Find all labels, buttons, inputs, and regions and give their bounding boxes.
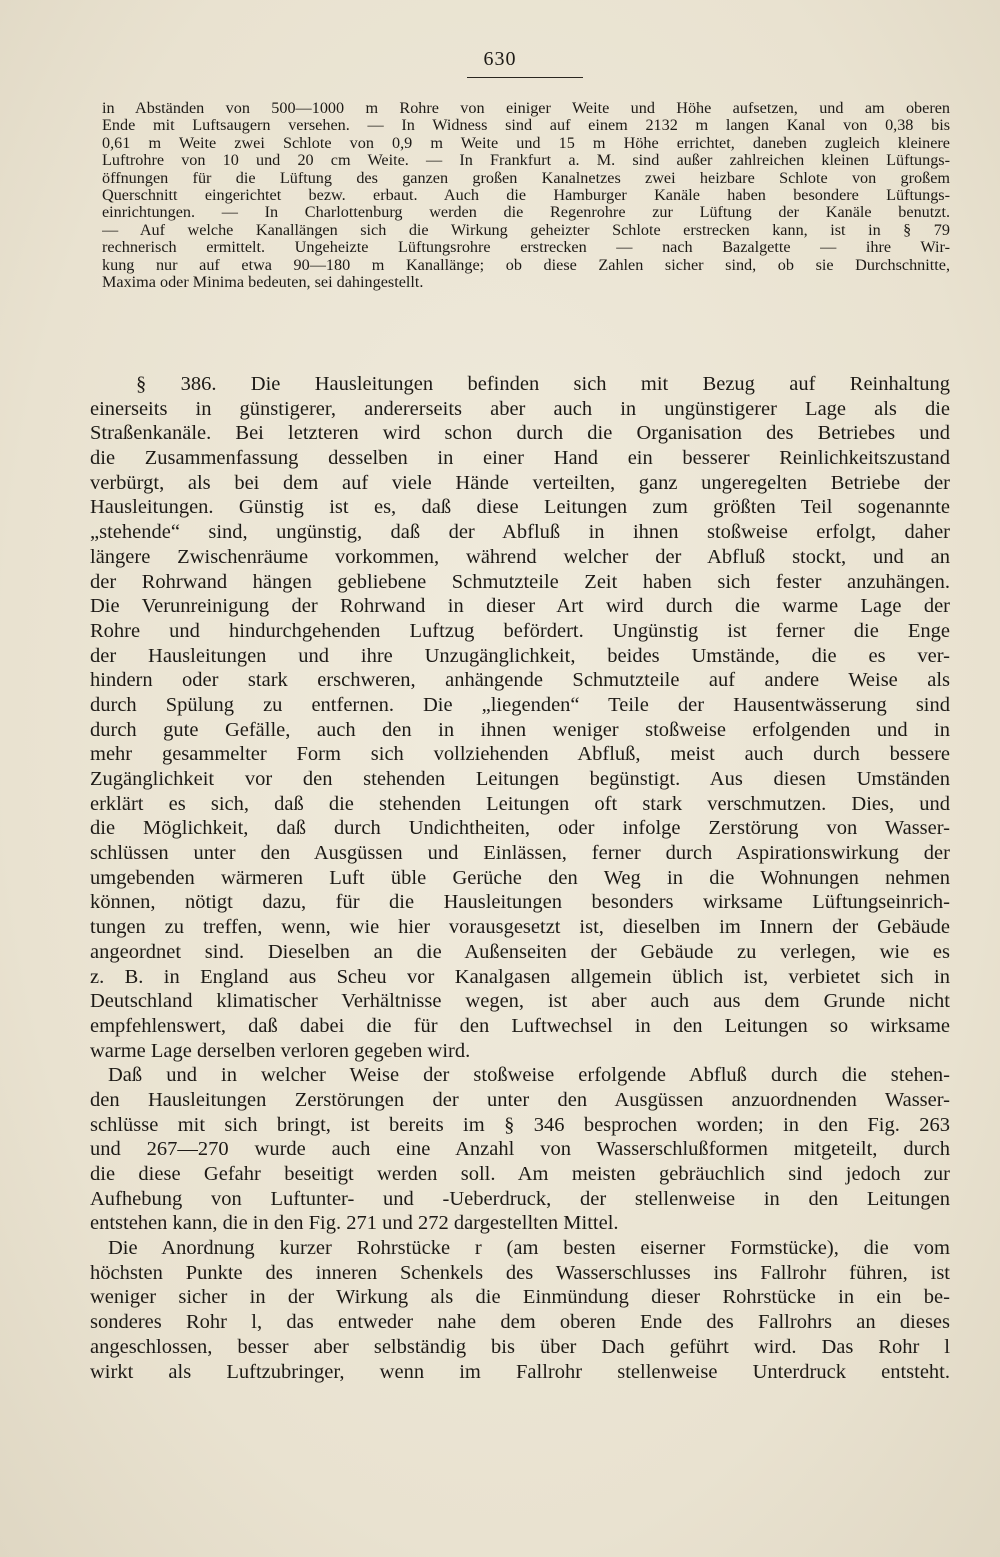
text-line: 0,61 m Weite zwei Schlote von 0,9 m Weite und 15 m Höhe errichtet, daneben zugleich kleinere [102, 134, 950, 152]
text-line: tungen zu treffen, wenn, wie hier vorausgesetzt ist, dieselben im Innern der Gebäude [90, 916, 950, 939]
text-line: Die Anordnung kurzer Rohrstücke r (am besten eiserner Formstücke), die vom [108, 1237, 950, 1260]
small-print-paragraph [102, 100, 950, 291]
text-line: Straßenkanäle. Bei letzteren wird schon durch die Organisation des Betriebes und [90, 422, 950, 445]
text-line: einerseits in günstigerer, andererseits aber auch in ungünstigerer Lage als die [90, 397, 950, 420]
text-line: in Abständen von 500—1000 m Rohre von einiger Weite und Höhe aufsetzen, und am oberen [102, 100, 950, 117]
text-line: Rohre und hindurchgehenden Luftzug befördert. Ungünstig ist ferner die Enge [90, 619, 950, 642]
text-line: mehr gesammelter Form sich vollziehenden Abfluß, meist auch durch bessere [90, 743, 950, 766]
text-line: — Auf welche Kanallängen sich die Wirkung geheizter Schlote erstrecken kann, ist in § 79 [102, 221, 950, 239]
text-line: durch gute Gefälle, auch den in ihnen weniger stoßweise erfolgenden und in [90, 718, 950, 741]
text-line: Zugänglichkeit vor den stehenden Leitungen begünstigt. Aus diesen Umständen [90, 768, 950, 790]
text-line: umgebenden wärmeren Luft üble Gerüche den Weg in die Wohnungen nehmen [90, 866, 950, 889]
text-line: der Hausleitungen und ihre Unzugänglichkeit, beides Umstände, die es ver- [90, 644, 950, 667]
text-line: „stehende“ sind, ungünstig, daß der Abfluß in ihnen stoßweise erfolgt, daher [90, 521, 950, 544]
text-line: Maxima oder Minima bedeuten, sei dahingestellt. [102, 273, 424, 291]
text-line: die Zusammenfassung desselben in einer Hand ein besserer Reinlichkeitszustand [90, 447, 950, 470]
text-line: der Rohrwand hängen gebliebene Schmutzteile Zeit haben sich fester anzuhängen. [90, 570, 950, 593]
text-line: warme Lage derselben verloren gegeben wird. [90, 1039, 471, 1062]
text-line: sonderes Rohr l, das entweder nahe dem oberen Ende des Fallrohrs an dieses [90, 1311, 950, 1334]
text-line: Luftrohre von 10 und 20 cm Weite. — In Frankfurt a. M. sind außer zahlreichen kleinen Lüftungs- [102, 152, 950, 170]
text-line: weniger sicher in der Wirkung als die Einmündung dieser Rohrstücke in ein be- [90, 1286, 950, 1309]
text-line: angeschlossen, besser aber selbständig bis über Dach geführt wird. Das Rohr l [90, 1335, 950, 1358]
text-line: und 267—270 wurde auch eine Anzahl von Wasserschlußformen mitgeteilt, durch [90, 1138, 950, 1161]
text-line: angeordnet sind. Dieselben an die Außenseiten der Gebäude zu verlegen, wie es [90, 940, 950, 963]
text-line: durch Spülung zu entfernen. Die „liegenden“ Teile der Hausentwässerung sind [90, 693, 950, 716]
text-line: die Möglichkeit, daß durch Undichtheiten, oder infolge Zerstörung von Wasser- [90, 817, 950, 840]
text-line: Aufhebung von Luftunter- und -Ueberdruck, der stellenweise in den Leitungen [90, 1187, 950, 1210]
text-line: Die Verunreinigung der Rohrwand in dieser Art wird durch die warme Lage der [90, 595, 950, 618]
text-line: erklärt es sich, daß die stehenden Leitungen oft stark verschmutzen. Dies, und [90, 792, 950, 815]
text-line: entstehen kann, die in den Fig. 271 und 272 dargestellten Mittel. [90, 1212, 619, 1235]
text-line: Daß und in welcher Weise der stoßweise erfolgende Abfluß durch die stehen- [108, 1064, 950, 1087]
text-line: den Hausleitungen Zerstörungen der unter den Ausgüssen anzuordnenden Wasser- [90, 1088, 950, 1111]
text-line: rechnerisch ermittelt. Ungeheizte Lüftungsrohre erstrecken — nach Bazalgette — ihre Wir- [102, 239, 950, 257]
text-line: Hausleitungen. Günstig ist es, daß diese Leitungen zum größten Teil sogenannte [90, 496, 950, 519]
text-line: verbürgt, als bei dem auf viele Hände verteilten, ganz ungeregelten Betriebe der [90, 471, 950, 494]
text-line: Querschnitt eingerichtet bezw. erbaut. Auch die Hamburger Kanäle haben besondere Lüftungs- [102, 186, 950, 204]
main-body-text [90, 372, 950, 1384]
text-line: schlüsse mit sich bringt, ist bereits im § 346 besprochen worden; in den Fig. 263 [90, 1113, 950, 1136]
text-line: wirkt als Luftzubringer, wenn im Fallrohr stellenweise Unterdruck entsteht. [90, 1360, 950, 1383]
text-line: können, nötigt dazu, für die Hausleitungen besonders wirksame Lüftungseinrich- [90, 891, 950, 914]
header-rule [467, 77, 583, 78]
page-number: 630 [483, 48, 517, 70]
text-line: Deutschland klimatischer Verhältnisse wegen, ist aber auch aus dem Grunde nicht [90, 990, 950, 1013]
text-line: öffnungen für die Lüftung des ganzen großen Kanalnetzes zwei heizbare Schlote von großem [102, 169, 950, 187]
text-line: kung nur auf etwa 90—180 m Kanallänge; ob diese Zahlen sicher sind, ob sie Durchschnitte, [102, 256, 950, 274]
text-line: Ende mit Luftsaugern versehen. — In Widness sind auf einem 2132 m langen Kanal von 0,38 bis [102, 117, 950, 135]
text-line: höchsten Punkte des inneren Schenkels des Wasserschlusses ins Fallrohr führen, ist [90, 1261, 950, 1284]
text-line: die diese Gefahr beseitigt werden soll. Am meisten gebräuchlich sind jedoch zur [90, 1163, 950, 1185]
text-line: empfehlenswert, daß dabei die für den Luftwechsel in den Leitungen so wirksame [90, 1014, 950, 1037]
text-line: hindern oder stark erschweren, anhängende Schmutzteile auf andere Weise als [90, 669, 950, 692]
text-line: § 386. Die Hausleitungen befinden sich mit Bezug auf Reinhaltung [136, 373, 950, 395]
text-line: schlüssen unter den Ausgüssen und Einlässen, ferner durch Aspirationswirkung der [90, 842, 950, 865]
text-line: einrichtungen. — In Charlottenburg werden die Regenrohre zur Lüftung der Kanäle benutzt. [102, 204, 950, 222]
text-line: z. B. in England aus Scheu vor Kanalgasen allgemein üblich ist, verbietet sich in [90, 965, 950, 988]
text-line: längere Zwischenräume vorkommen, während welcher der Abfluß stockt, und an [90, 545, 950, 568]
